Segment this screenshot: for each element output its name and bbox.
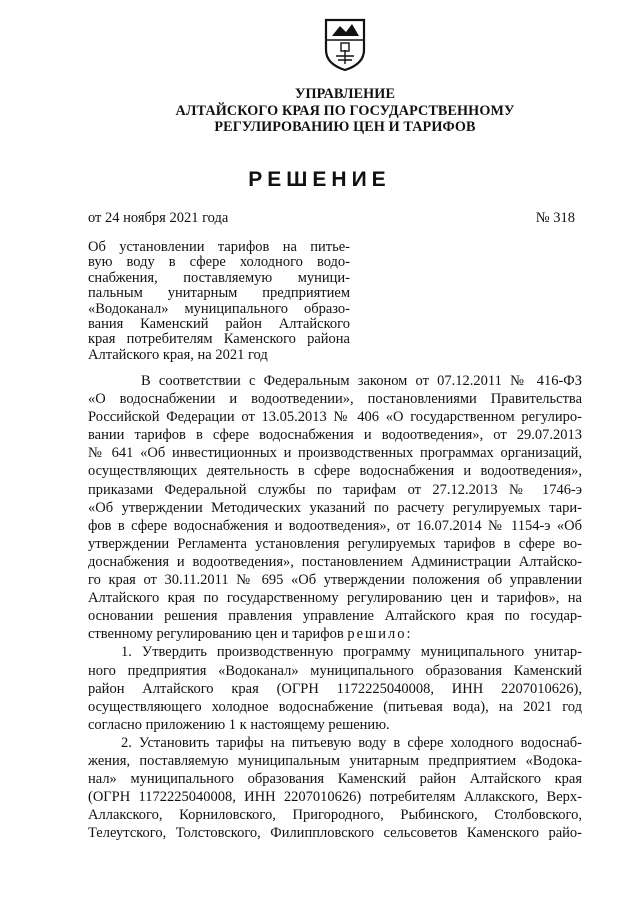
subject-line: вую воду в сфере холодного водо-: [88, 254, 350, 271]
resolved-word: решило:: [347, 626, 413, 643]
body-line: Телеутского, Толстовского, Филиппловского сельсоветов Каменского райо-: [88, 825, 582, 842]
body-line-text: ственному регулированию цен и тарифов: [88, 626, 344, 643]
subject-line: пальным унитарным предприятием: [88, 285, 350, 302]
body-line: «Об утверждении Методических указаний по расчету регулируемых тари-: [88, 499, 582, 516]
subject-line: вания Каменский район Алтайского: [88, 316, 350, 333]
body-line: район Алтайского края (ОГРН 1172225040008, ИНН 2207010626),: [88, 680, 582, 697]
subject-line: края потребителям Каменского района: [88, 331, 350, 348]
body-line: 2. Установить тарифы на питьевую воду в сфере холодного водоснаб-: [121, 734, 582, 751]
body-line: Аллакского, Корниловского, Пригородного, Рыбинского, Столбовского,: [88, 807, 582, 824]
org-line-2: АЛТАЙСКОГО КРАЯ ПО ГОСУДАРСТВЕННОМУ: [175, 102, 515, 119]
body-line: осуществляющих деятельность в сфере водоснабжения и водоотведения»,: [88, 463, 582, 480]
body-line: Алтайского края по государственному регулированию цен и тарифов», на: [88, 590, 582, 607]
document-body: [88, 372, 582, 842]
subject-line: «Водоканал» муниципального образо-: [88, 300, 350, 317]
coat-of-arms-icon: [322, 16, 368, 72]
body-line: Российской Федерации от 13.05.2013 № 406 «О государственном регулиро-: [88, 409, 582, 426]
subject-line: Об установлении тарифов на питье-: [88, 239, 350, 255]
body-line: приказами Федеральной службы по тарифам от 27.12.2013 № 1746-э: [88, 481, 582, 498]
body-line: «О водоснабжении и водоотведении», постановлениями Правительства: [88, 391, 582, 408]
body-line: осуществляющего холодное водоснабжение (питьевая вода), на 2021 год: [88, 698, 582, 715]
document-date: от 24 ноября 2021 года: [88, 210, 229, 226]
subject-line: снабжения, поставляемую муници-: [88, 269, 350, 286]
body-line: основании решения правления управление Алтайского края по государ-: [88, 608, 582, 625]
body-line: В соответствии с Федеральным законом от 07.12.2011 № 416-ФЗ: [141, 373, 582, 389]
body-line: № 641 «Об инвестиционных и производственных программах организаций,: [88, 445, 582, 462]
body-line: 1. Утвердить производственную программу муниципального унитар-: [121, 644, 582, 661]
document-number: № 318: [535, 210, 575, 226]
body-line: жения, поставляемую муниципальным унитарным предприятием «Водока-: [88, 752, 582, 769]
org-line-1: УПРАВЛЕНИЕ: [294, 86, 396, 102]
issuing-authority: [150, 86, 540, 136]
body-line: ного предприятия «Водоканал» муниципального образования Каменский: [88, 662, 582, 679]
document-type-title: РЕШЕНИЕ: [248, 168, 391, 191]
body-line: согласно приложению 1 к настоящему решению.: [88, 716, 390, 733]
document-subject: [88, 240, 350, 363]
body-line: [88, 625, 582, 643]
body-line: фов в сфере водоснабжения и водоотведения», от 16.07.2014 № 1154-э «Об: [88, 517, 582, 534]
subject-line: Алтайского края, на 2021 год: [88, 346, 268, 363]
body-line: (ОГРН 1172225040008, ИНН 2207010626) потребителям Аллакского, Верх-: [88, 789, 582, 806]
body-line: вании тарифов в сфере водоснабжения и водоотведения», от 29.07.2013: [88, 427, 582, 444]
body-line: го края от 30.11.2011 № 695 «Об утверждении положения об управлении: [88, 572, 582, 589]
body-line: утверждении Регламента установления регулируемых тарифов в сфере во-: [88, 535, 582, 552]
body-line: доснабжения и водоотведения», постановлением Администрации Алтайско-: [88, 553, 582, 570]
org-line-3: РЕГУЛИРОВАНИЮ ЦЕН И ТАРИФОВ: [214, 119, 476, 135]
body-line: нал» муниципального образования Каменский район Алтайского края: [88, 771, 582, 788]
